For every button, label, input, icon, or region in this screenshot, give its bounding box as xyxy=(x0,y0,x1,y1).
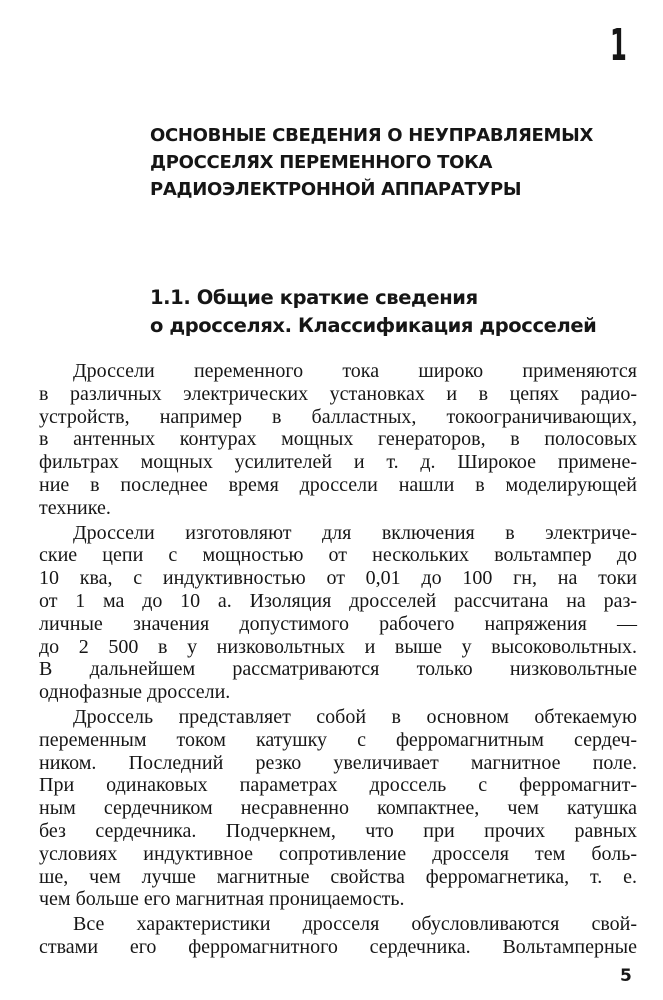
text-line: Дроссели переменного тока широко применяются xyxy=(73,360,637,382)
section-title-line: о дросселях. Классификация дросселей xyxy=(150,314,597,337)
chapter-title-line: ДРОССЕЛЯХ ПЕРЕМЕННОГО ТОКА xyxy=(150,152,493,173)
text-line: личные значения допустимого рабочего напряжения — xyxy=(39,612,637,635)
text-line: устройств, например в балластных, токоограничивающих, xyxy=(39,405,637,428)
text-line: однофазные дроссели. xyxy=(39,681,231,704)
section-title xyxy=(150,284,650,340)
paragraph xyxy=(39,360,637,520)
body-text xyxy=(39,360,637,959)
paragraph xyxy=(39,706,637,911)
paragraph xyxy=(39,522,637,704)
text-line: без сердечника. Подчеркнем, что при прочих равных xyxy=(39,819,637,842)
text-line: до 2 500 в у низковольтных и выше у высоковольтных. xyxy=(39,635,637,658)
text-line: в антенных контурах мощных генераторов, в полосовых xyxy=(39,428,637,451)
text-line: условиях индуктивное сопротивление дросселя тем боль- xyxy=(39,842,637,865)
chapter-number: 1 xyxy=(610,20,627,71)
section-title-line: 1.1. Общие краткие сведения xyxy=(150,286,478,309)
text-line: в различных электрических установках и в цепях радио- xyxy=(39,382,637,405)
text-line: ние в последнее время дроссели нашли в моделирующей xyxy=(39,473,637,496)
paragraph xyxy=(39,913,637,959)
text-line: Дроссель представляет собой в основном обтекаемую xyxy=(73,705,637,728)
text-line: технике. xyxy=(39,496,111,519)
chapter-title-line: ОСНОВНЫЕ СВЕДЕНИЯ О НЕУПРАВЛЯЕМЫХ xyxy=(150,125,594,146)
text-line: В дальнейшем рассматриваются только низковольтные xyxy=(39,658,637,681)
text-line: 10 ква, с индуктивностью от 0,01 до 100 гн, на токи xyxy=(39,567,637,590)
text-line: от 1 ма до 10 а. Изоляция дросселей рассчитана на раз- xyxy=(39,589,637,612)
text-line: ным сердечником несравненно компактнее, чем катушка xyxy=(39,797,637,820)
text-line: чем больше его магнитная проницаемость. xyxy=(39,888,405,911)
chapter-title-line: РАДИОЭЛЕКТРОННОЙ АППАРАТУРЫ xyxy=(150,179,522,200)
text-line: ником. Последний резко увеличивает магнитное поле. xyxy=(39,751,637,774)
text-line: Все характеристики дросселя обусловливаются свой- xyxy=(73,913,637,936)
page-number: 5 xyxy=(620,966,632,986)
chapter-title xyxy=(150,122,650,203)
text-line: ше, чем лучше магнитные свойства ферромагнетика, т. е. xyxy=(39,865,637,888)
text-line: ствами его ферромагнитного сердечника. Вольтамперные xyxy=(39,935,637,958)
text-line: фильтрах мощных усилителей и т. д. Широкое примене- xyxy=(39,451,637,474)
text-line: переменным током катушку с ферромагнитным сердеч- xyxy=(39,728,637,751)
text-line: Дроссели изготовляют для включения в электриче- xyxy=(73,521,637,544)
text-line: При одинаковых параметрах дроссель с ферромагнит- xyxy=(39,774,637,797)
text-line: ские цепи с мощностью от нескольких вольтампер до xyxy=(39,544,637,567)
